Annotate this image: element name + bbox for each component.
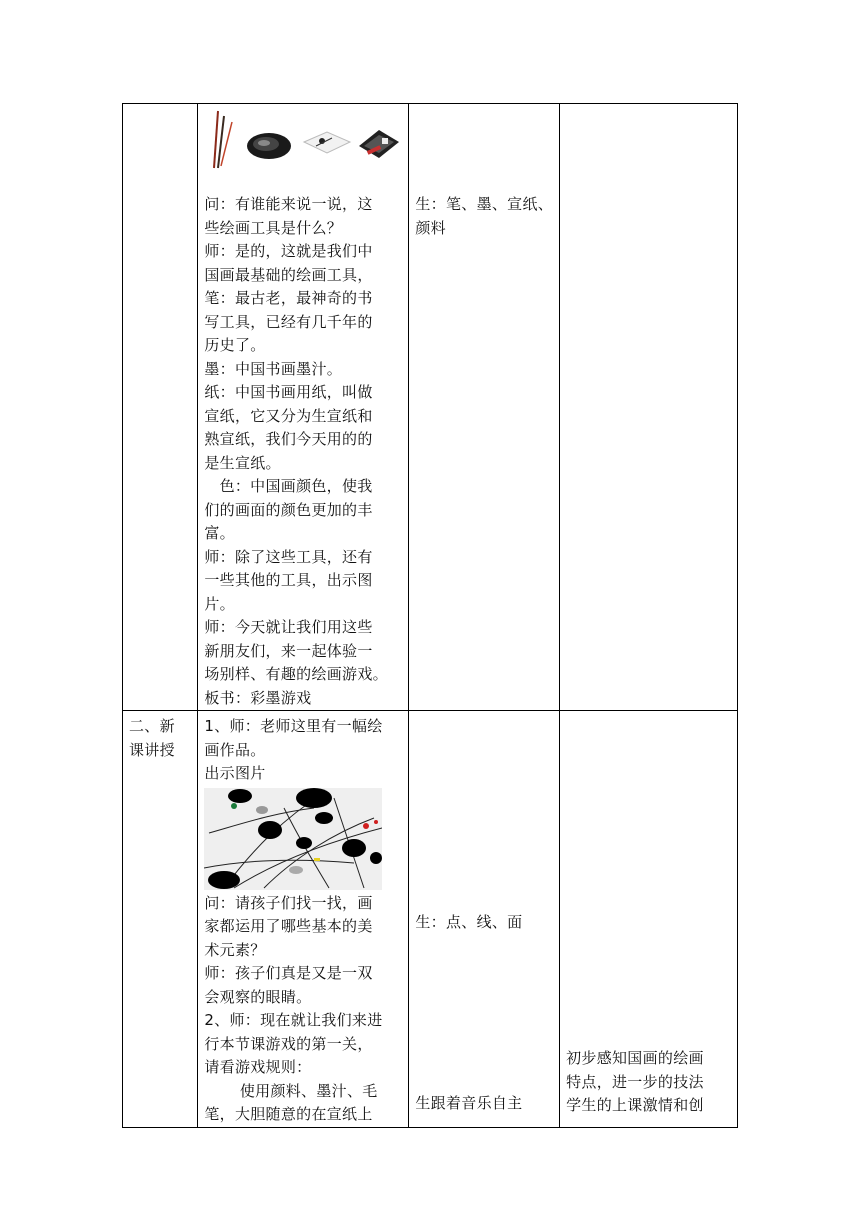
text-line: 初步感知国画的绘画	[566, 1049, 704, 1067]
text-line: 纸：中国书画用纸，叫做	[204, 383, 373, 401]
teacher-activity-cell	[198, 104, 409, 711]
text-line: 板书：彩墨游戏	[204, 688, 312, 707]
text-line: 师：孩子们真是又是一双	[204, 964, 373, 982]
design-intent-cell	[560, 711, 738, 1128]
table-row	[123, 711, 738, 1128]
brush-icon	[214, 111, 232, 168]
text-line: 1、师：老师这里有一幅绘	[204, 717, 383, 735]
student-text: 生：点、线、面	[415, 913, 523, 931]
text-line: 些绘画工具是什么？	[204, 218, 343, 237]
student-activity-cell	[409, 104, 560, 711]
text-line: 熟宣纸，我们今天用的的	[204, 430, 373, 448]
text-line: 请看游戏规则：	[204, 1058, 312, 1076]
stage-cell	[123, 104, 198, 711]
student-text: 生跟着音乐自主	[415, 1093, 523, 1112]
text-line: 特点，进一步的技法	[566, 1072, 704, 1091]
text-line: 颜料	[415, 218, 446, 237]
student-text	[409, 189, 559, 240]
text-line: 笔：最古老，最神奇的书	[204, 289, 373, 307]
text-line: 生：笔、墨、宣纸、	[415, 195, 554, 213]
text-line: 出示图片	[204, 764, 266, 782]
text-line: 笔，大胆随意的在宣纸上	[204, 1105, 373, 1123]
design-intent-text	[560, 1043, 737, 1118]
text-line: 片。	[204, 594, 235, 613]
text-line: 师：除了这些工具，还有	[204, 547, 373, 566]
ink-painting-image	[204, 788, 382, 890]
design-intent-cell	[560, 104, 738, 711]
rice-paper-icon	[304, 132, 350, 153]
teacher-activity-cell	[198, 711, 409, 1128]
ink-stone-icon	[247, 133, 291, 159]
text-line: 画作品。	[204, 740, 266, 759]
text-line: 使用颜料、墨汁、毛	[204, 1081, 378, 1100]
text-line: 富。	[204, 524, 235, 542]
text-line: 家都运用了哪些基本的美	[204, 917, 373, 935]
text-line: 2、师：现在就让我们来进	[204, 1011, 383, 1029]
text-line: 国画最基础的绘画工具，	[204, 265, 373, 284]
stage-label	[123, 711, 197, 762]
text-line: 师：今天就让我们用这些	[204, 618, 373, 636]
text-line: 行本节课游戏的第一关，	[204, 1034, 373, 1053]
text-line: 写工具，已经有几千年的	[204, 312, 373, 331]
text-line: 师：是的，这就是我们中	[204, 242, 373, 260]
text-line: 学生的上课激情和创	[566, 1096, 704, 1114]
student-activity-cell	[409, 711, 560, 1128]
text-line: 二、新	[129, 717, 175, 735]
text-line: 宣纸，它又分为生宣纸和	[204, 406, 373, 425]
text-line: 问：有谁能来说一说，这	[204, 195, 373, 213]
text-line: 场别样、有趣的绘画游戏。	[204, 665, 388, 683]
teacher-text	[198, 189, 408, 710]
lesson-plan-table	[122, 103, 738, 1128]
text-line: 是生宣纸。	[204, 453, 281, 472]
text-line: 术元素？	[204, 940, 266, 959]
teacher-text	[198, 711, 408, 786]
text-line: 一些其他的工具，出示图	[204, 571, 373, 589]
text-line: 们的画面的颜色更加的丰	[204, 500, 373, 519]
text-line: 问：请孩子们找一找，画	[204, 893, 373, 912]
table-row	[123, 104, 738, 711]
teacher-text	[198, 892, 408, 1127]
text-line: 会观察的眼睛。	[204, 987, 312, 1006]
text-line: 色：中国画颜色，使我	[204, 477, 373, 495]
tool-images	[198, 104, 408, 189]
text-line: 墨：中国书画墨汁。	[204, 359, 343, 378]
text-line: 新朋友们，来一起体验一	[204, 641, 373, 660]
paint-box-icon	[359, 130, 399, 158]
text-line: 历史了。	[204, 336, 266, 354]
text-line: 课讲授	[129, 740, 175, 759]
stage-cell	[123, 711, 198, 1128]
